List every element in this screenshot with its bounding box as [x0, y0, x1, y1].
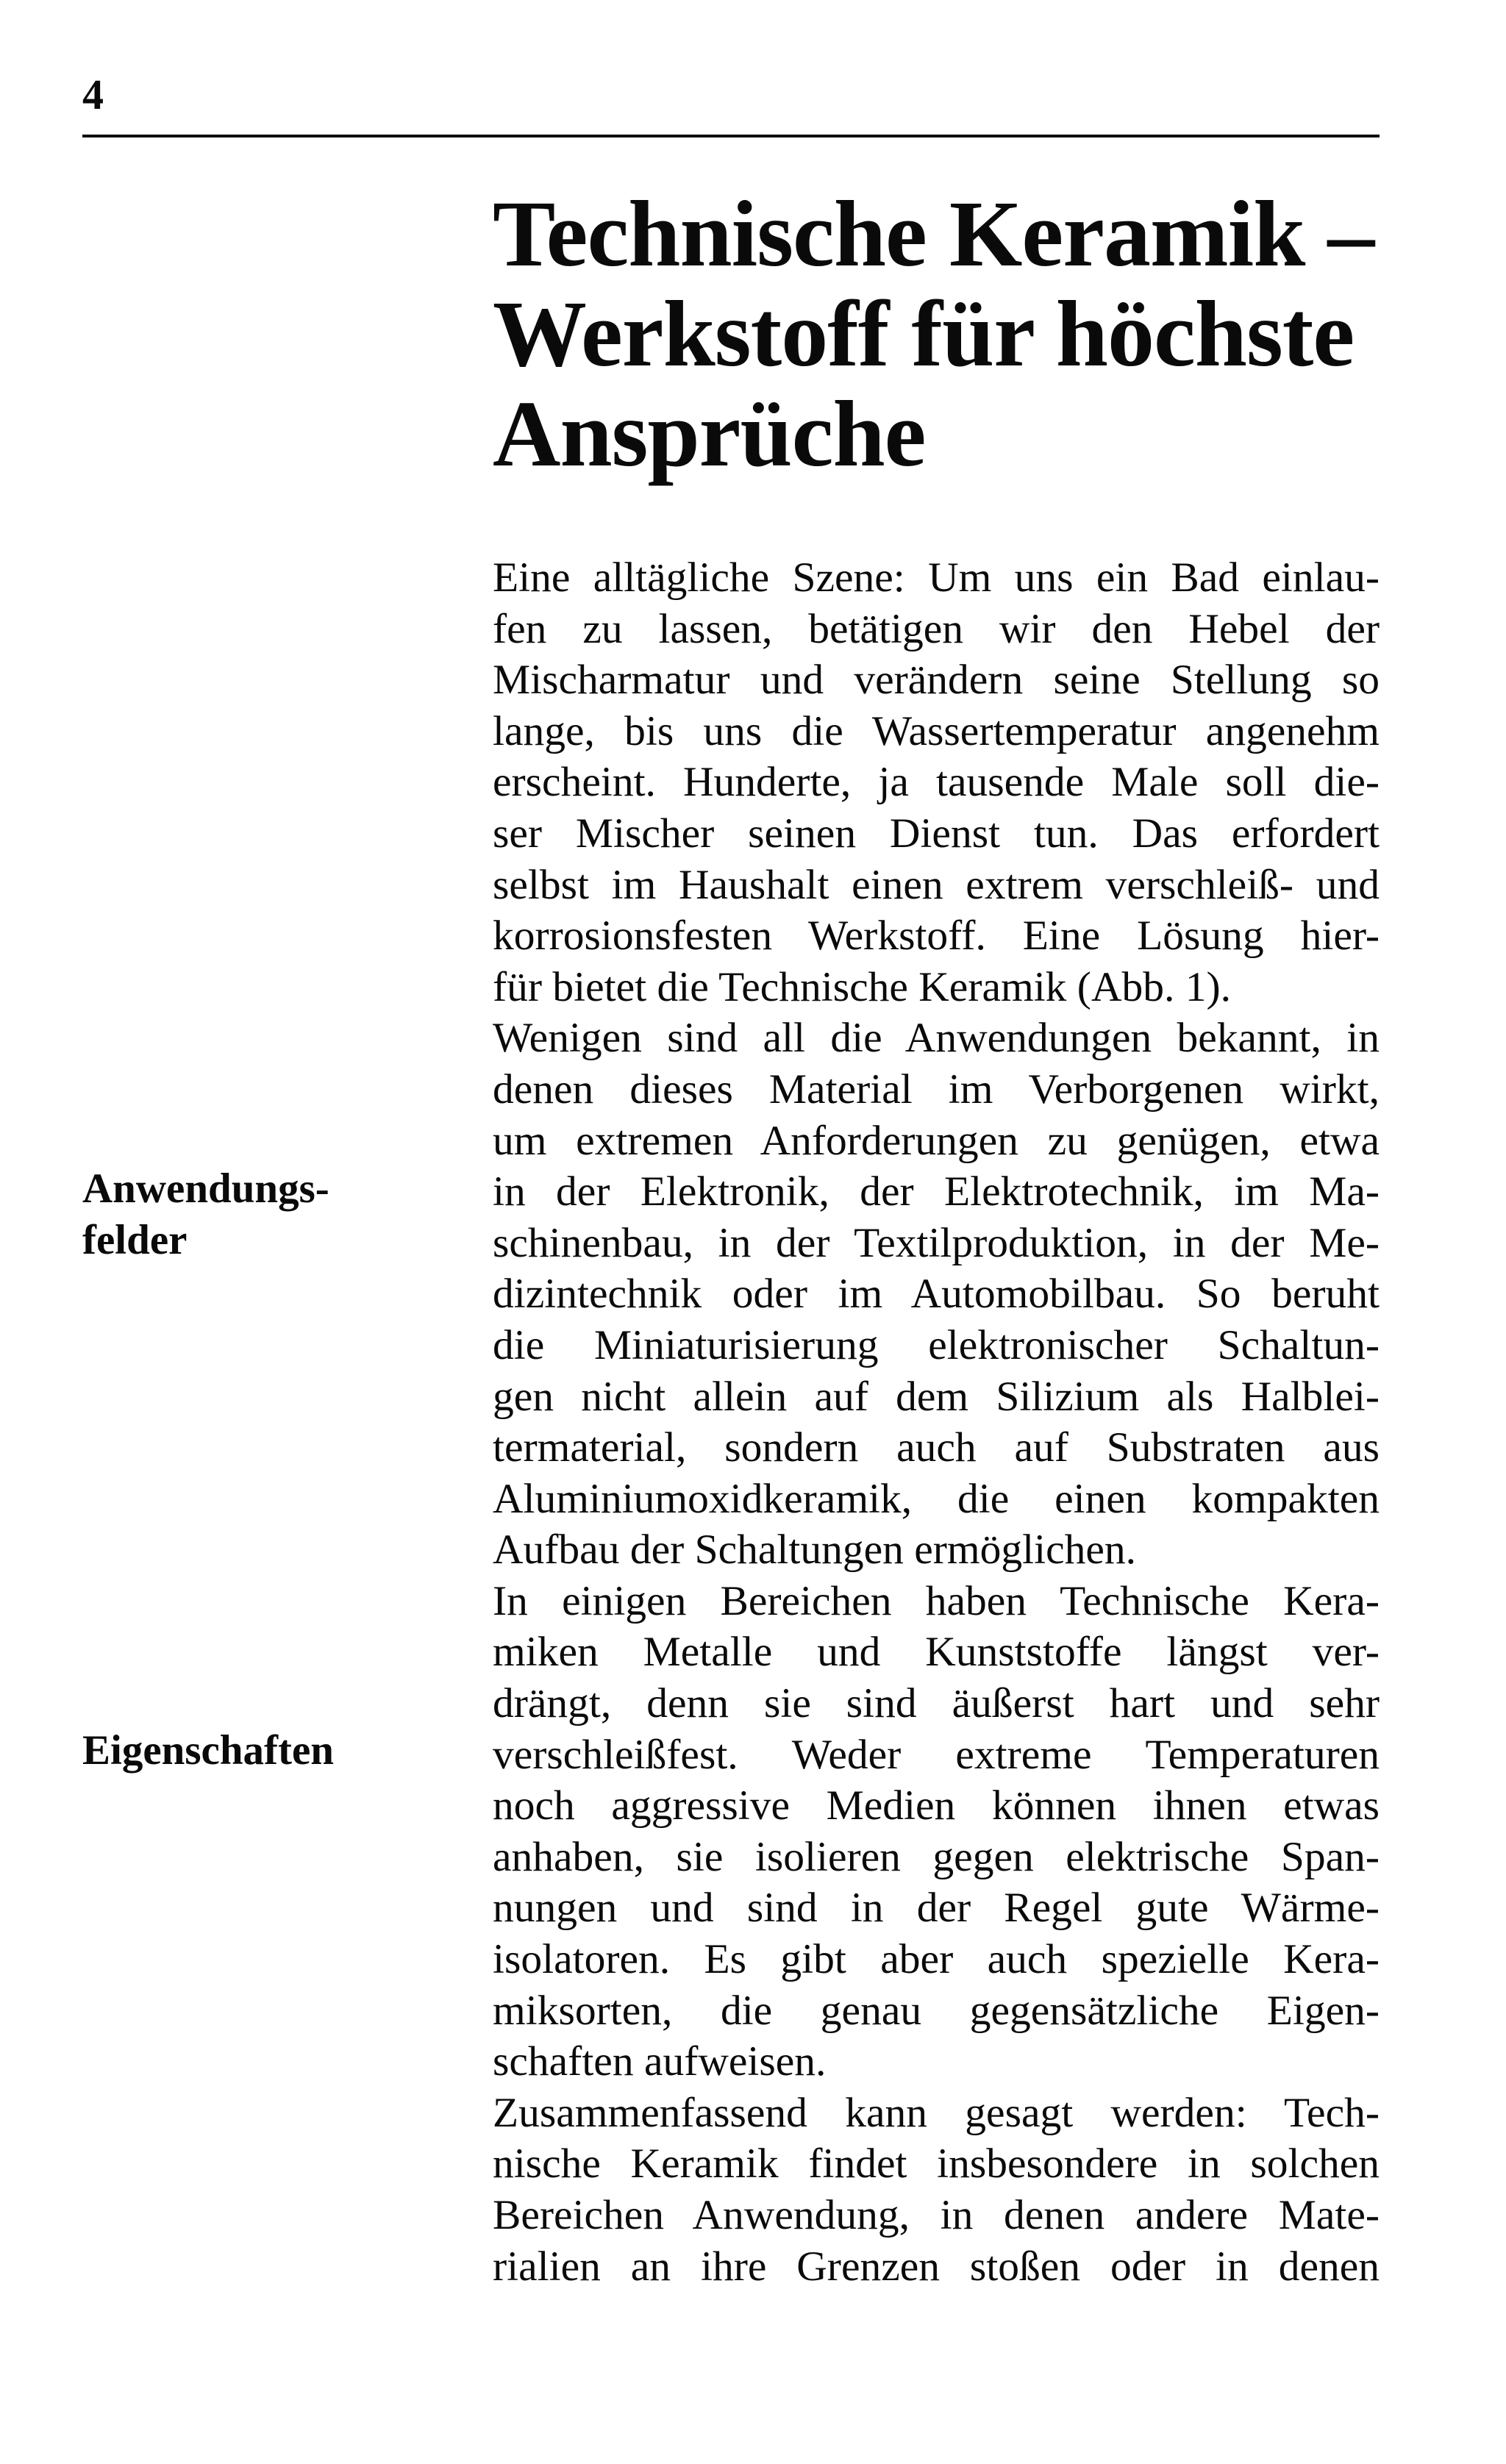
- body-line: in der Elektronik, der Elektrotechnik, im Ma-: [493, 1168, 1380, 1215]
- body-line: denen dieses Material im Verborgenen wirkt,: [493, 1065, 1380, 1113]
- body-line: für bietet die Technische Keramik (Abb. 1).: [493, 963, 1232, 1010]
- body-line: rialien an ihre Grenzen stoßen oder in denen: [493, 2243, 1380, 2290]
- page-number: 4: [82, 71, 104, 118]
- body-line: verschleißfest. Weder extreme Temperaturen: [493, 1731, 1380, 1778]
- chapter-title: [493, 184, 1382, 484]
- margin-note-line: Eigenschaften: [82, 1727, 334, 1774]
- body-line: dizintechnik oder im Automobilbau. So beruht: [493, 1271, 1380, 1318]
- body-line: lange, bis uns die Wassertemperatur angenehm: [493, 707, 1380, 754]
- body-line: miken Metalle und Kunststoffe längst ver-: [493, 1629, 1380, 1676]
- body-line: Wenigen sind all die Anwendungen bekannt, in: [493, 1015, 1380, 1062]
- body-line: schinenbau, in der Textilproduktion, in der Me-: [493, 1219, 1380, 1266]
- body-line: korrosionsfesten Werkstoff. Eine Lösung hier-: [493, 913, 1380, 960]
- margin-note-eigenschaften: [82, 1725, 334, 1776]
- body-line: In einigen Bereichen haben Technische Kera-: [493, 1577, 1380, 1624]
- body-line: Bereichen Anwendung, in denen andere Mate-: [493, 2192, 1380, 2238]
- body-line: anhaben, sie isolieren gegen elektrische Span-: [493, 1833, 1380, 1880]
- body-line: Aufbau der Schaltungen ermöglichen.: [493, 1526, 1136, 1574]
- body-line: Mischarmatur und verändern seine Stellung so: [493, 657, 1380, 704]
- body-line: miksorten, die genau gegensätzliche Eigen-: [493, 1987, 1380, 2034]
- body-line: drängt, denn sie sind äußerst hart und sehr: [493, 1680, 1380, 1727]
- body-line: Aluminiumoxidkeramik, die einen kompakten: [493, 1475, 1380, 1522]
- chapter-title-line: Technische Keramik –: [493, 182, 1374, 286]
- body-line: Eine alltägliche Szene: Um uns ein Bad einlau-: [493, 554, 1380, 601]
- body-text: [493, 552, 1380, 2292]
- body-line: nische Keramik findet insbesondere in solchen: [493, 2140, 1380, 2188]
- body-line: die Miniaturisierung elektronischer Schaltun-: [493, 1321, 1380, 1368]
- body-line: fen zu lassen, betätigen wir den Hebel der: [493, 605, 1380, 652]
- body-line: um extremen Anforderungen zu genügen, etwa: [493, 1117, 1380, 1164]
- body-line: isolatoren. Es gibt aber auch spezielle Kera-: [493, 1936, 1380, 1983]
- margin-note-line: felder: [82, 1217, 188, 1263]
- body-line: nungen und sind in der Regel gute Wärme-: [493, 1885, 1380, 1932]
- header-rule: [82, 135, 1380, 138]
- body-line: ser Mischer seinen Dienst tun. Das erfordert: [493, 810, 1380, 857]
- body-line: termaterial, sondern auch auf Substraten aus: [493, 1424, 1380, 1471]
- chapter-title-line: Werkstoff für höchste: [493, 282, 1355, 386]
- chapter-title-line: Ansprüche: [493, 382, 926, 486]
- body-line: Zusammenfassend kann gesagt werden: Tech-: [493, 2089, 1380, 2136]
- margin-note-line: Anwendungs-: [82, 1165, 329, 1212]
- body-line: schaften aufweisen.: [493, 2038, 827, 2085]
- body-line: selbst im Haushalt einen extrem verschleiß- und: [493, 861, 1380, 908]
- body-line: gen nicht allein auf dem Silizium als Halblei-: [493, 1373, 1380, 1420]
- body-line: noch aggressive Medien können ihnen etwas: [493, 1782, 1380, 1829]
- margin-note-anwendungsfelder: [82, 1163, 329, 1266]
- body-line: erscheint. Hunderte, ja tausende Male soll die-: [493, 759, 1380, 806]
